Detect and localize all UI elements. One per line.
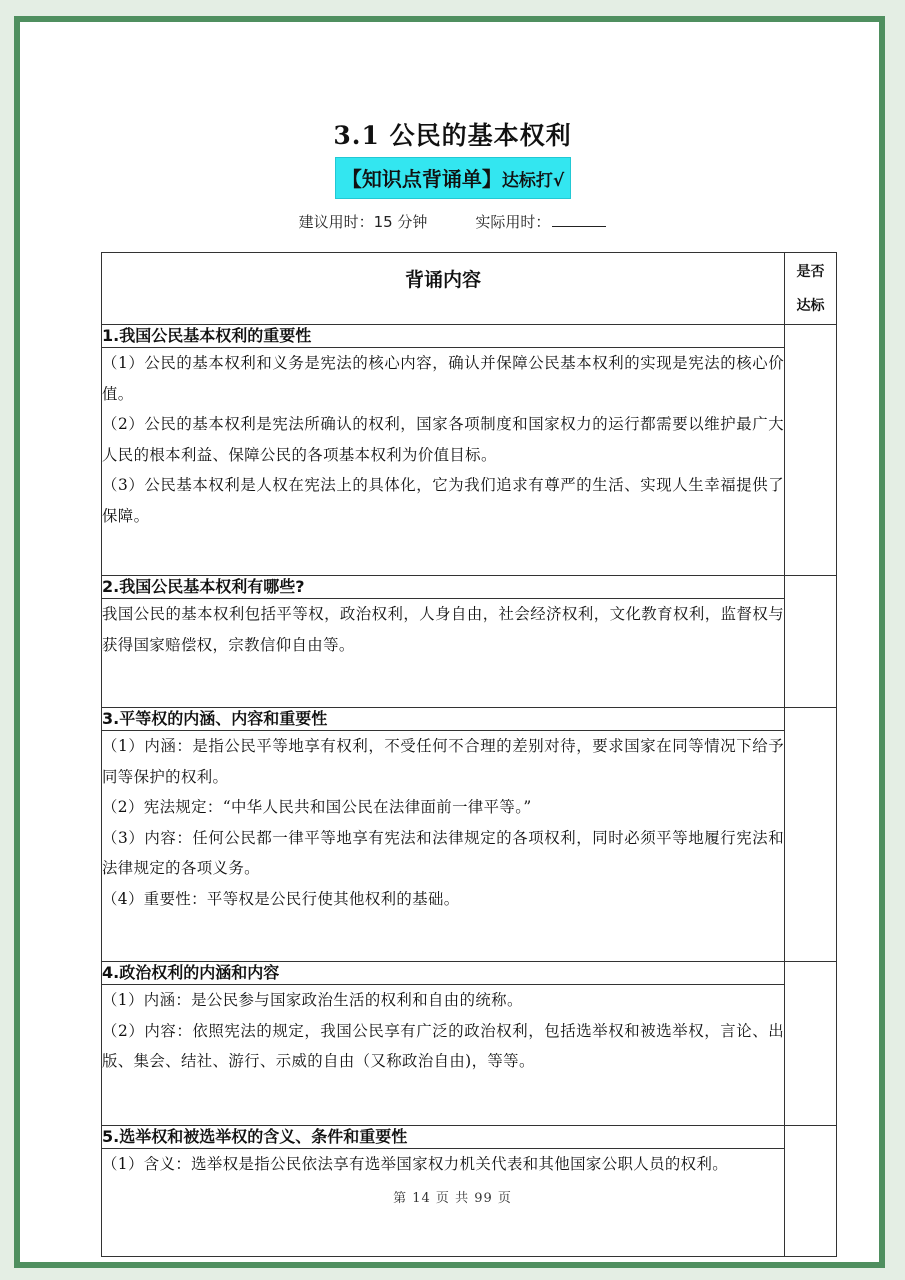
section-title-row [102,576,837,599]
section-paragraph: （1）内涵：是指公民平等地享有权利，不受任何不合理的差别对待，要求国家在同等情况下给予同等保护的权利。 [102,737,784,786]
header-check-line1: 是否 [796,264,825,280]
page-title: 3.1 公民的基本权利 [333,121,572,150]
section-body-row [102,348,837,576]
section-paragraph: 我国公民的基本权利包括平等权，政治权利，人身自由，社会经济权利，文化教育权利，监督权与获得国家赔偿权，宗教信仰自由等。 [102,605,784,654]
section-body [102,599,785,708]
section-body-row [102,731,837,962]
section-paragraph: （3）内容：任何公民都一律平等地享有宪法和法律规定的各项权利，同时必须平等地履行宪法和法律规定的各项义务。 [102,828,784,877]
section-title: 5.选举权和被选举权的含义、条件和重要性 [102,1126,785,1149]
section-paragraph: （1）内涵：是公民参与国家政治生活的权利和自由的统称。 [102,991,523,1009]
section-paragraph: （1）公民的基本权利和义务是宪法的核心内容，确认并保障公民基本权利的实现是宪法的核心价值。 [102,354,784,403]
check-cell[interactable] [785,576,837,708]
header-content: 背诵内容 [102,253,785,325]
section-paragraph: （4）重要性：平等权是公民行使其他权利的基础。 [102,889,460,908]
section-paragraph: （2）宪法规定：“中华人民共和国公民在法律面前一律平等。” [102,798,532,816]
section-title: 4.政治权利的内涵和内容 [102,962,785,985]
table-header-row [102,253,837,325]
badge-sub-label: 达标打√ [501,171,565,191]
badge-main-label: 【知识点背诵单】 [341,167,502,191]
section-title: 2.我国公民基本权利有哪些? [102,576,785,599]
section-body-row [102,985,837,1126]
check-cell[interactable] [785,325,837,576]
section-title: 1.我国公民基本权利的重要性 [102,325,785,348]
recitation-badge [335,157,571,199]
section-title: 3.平等权的内涵、内容和重要性 [102,708,785,731]
actual-time-label: 实际用时： [475,213,551,231]
section-paragraph: （2）内容：依照宪法的规定，我国公民享有广泛的政治权利，包括选举权和被选举权，言论、出版、集会、结社、游行、示威的自由（又称政治自由)，等等。 [102,1021,784,1070]
section-paragraph: （2）公民的基本权利是宪法所确认的权利，国家各项制度和国家权力的运行都需要以维护最广大人民的根本利益、保障公民的各项基本权利为价值目标。 [102,415,784,464]
page-footer: 第 14 页 共 99 页 [393,1191,512,1206]
section-body [102,985,785,1126]
section-body [102,731,785,962]
section-body [102,348,785,576]
check-cell[interactable] [785,708,837,962]
section-title-row [102,325,837,348]
section-body-row [102,599,837,708]
suggested-time: 建议用时：15 分钟 [298,213,428,231]
header-check [785,253,837,325]
actual-time-blank [552,212,606,227]
timing-line [0,211,905,232]
check-cell[interactable] [785,962,837,1126]
section-paragraph: （3）公民基本权利是人权在宪法上的具体化，它为我们追求有尊严的生活、实现人生幸福提供了保障。 [102,476,784,525]
header-check-line2: 达标 [796,298,825,314]
section-title-row [102,962,837,985]
section-paragraph: （1）含义：选举权是指公民依法享有选举国家权力机关代表和其他国家公职人员的权利。 [102,1155,729,1173]
section-title-row [102,1126,837,1149]
recitation-table [101,252,837,1257]
section-title-row [102,708,837,731]
